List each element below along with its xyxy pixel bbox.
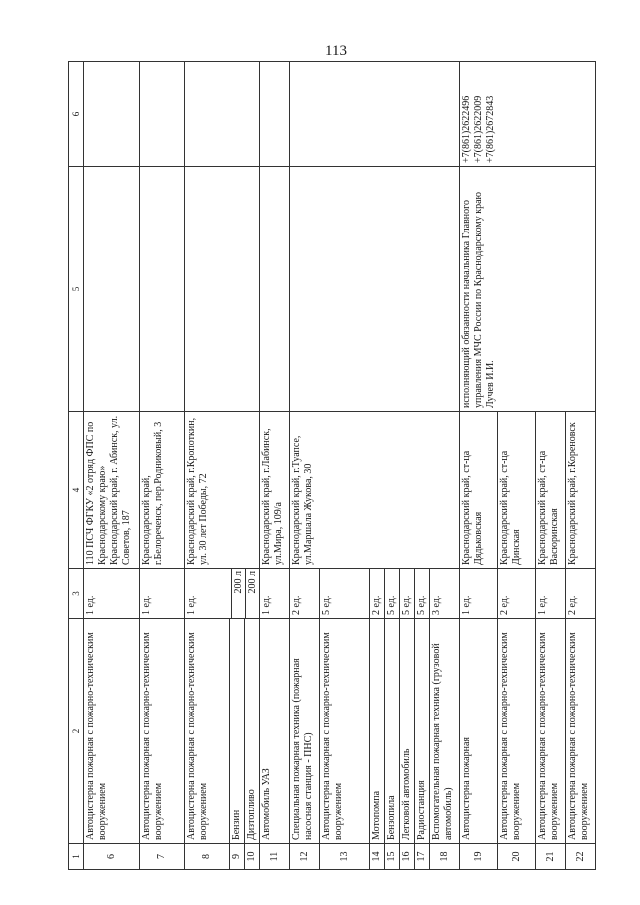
responsible-person <box>185 167 260 412</box>
qty-cell <box>232 569 246 618</box>
table-row <box>185 62 230 870</box>
equipment-name: Легковой автомобиль <box>400 619 415 844</box>
row-number: 8 <box>185 844 230 870</box>
equipment-name: Автомобиль УАЗ <box>260 619 290 844</box>
equipment-name: Автоцистерна пожарная с пожарно-техническим вооружением <box>185 619 230 844</box>
equipment-qty-stack <box>185 569 260 619</box>
equipment-name: Дизтопливо <box>245 619 260 844</box>
equipment-location: Краснодарский край, г.Лабинск, ул.Мира, 109/а <box>260 412 290 569</box>
equipment-location: Краснодарский край, ст-ца Динская <box>498 412 536 569</box>
qty-cell <box>185 569 232 618</box>
equipment-qty: 5 ед. <box>400 569 415 619</box>
col-header: 4 <box>69 412 84 569</box>
col-header: 3 <box>69 569 84 619</box>
header-row <box>69 62 84 870</box>
equipment-name: Автоцистерна пожарная с пожарно-техническим вооружением <box>320 619 370 844</box>
rotated-page <box>68 62 628 870</box>
equipment-qty: 2 ед. <box>290 569 320 619</box>
equipment-qty: 2 ед. <box>370 569 385 619</box>
row-number: 13 <box>320 844 370 870</box>
equipment-location: Краснодарский край, ст-ца Дядьковская <box>460 412 498 569</box>
responsible-person <box>260 167 290 412</box>
contact-phone <box>185 62 260 167</box>
row-number: 11 <box>260 844 290 870</box>
row-number: 18 <box>430 844 460 870</box>
equipment-location: Краснодарский край, г.Кропоткин, ул. 30 лет Победы, 72 <box>185 412 260 569</box>
table-row <box>260 62 290 870</box>
equipment-name: Мотопомпа <box>370 619 385 844</box>
row-number: 6 <box>84 844 140 870</box>
row-number: 17 <box>415 844 430 870</box>
row-number: 19 <box>460 844 498 870</box>
page-number: 113 <box>325 43 347 59</box>
equipment-qty: 1 ед. <box>536 569 566 619</box>
qty-cell <box>246 569 259 618</box>
equipment-qty: 1 ед. <box>140 569 185 619</box>
table-row <box>290 62 320 870</box>
contact-phone <box>140 62 185 167</box>
equipment-name: Автоцистерна пожарная с пожарно-техническим вооружением <box>566 619 596 844</box>
equipment-location: 110 ПСЧ ФГКУ «2 отряд ФПС по Краснодарскому краю» Краснодарский край, г. Абинск, ул. Советов, 187 <box>84 412 140 569</box>
row-number: 15 <box>385 844 400 870</box>
row-number: 20 <box>498 844 536 870</box>
row-number: 22 <box>566 844 596 870</box>
equipment-qty: 5 ед. <box>415 569 430 619</box>
contact-phone <box>260 62 290 167</box>
row-number: 21 <box>536 844 566 870</box>
contact-phone: +7(861)2622496 +7(861)2622009 +7(861)2672843 <box>460 62 596 167</box>
equipment-name: Вспомогательная пожарная техника (грузовой автомобиль) <box>430 619 460 844</box>
row-number: 12 <box>290 844 320 870</box>
equipment-name: Автоцистерна пожарная с пожарно-техническим вооружением <box>498 619 536 844</box>
table-row <box>84 62 140 870</box>
equipment-location: Краснодарский край, г.Кореновск <box>566 412 596 569</box>
equipment-qty: 2 ед. <box>498 569 536 619</box>
equipment-location: Краснодарский край, ст-ца Васюринская <box>536 412 566 569</box>
equipment-name: Радиостанция <box>415 619 430 844</box>
col-header: 2 <box>69 619 84 844</box>
equipment-qty: 5 ед. <box>320 569 370 619</box>
equipment-name: Специальная пожарная техника (пожарная насосная станция - ПНС) <box>290 619 320 844</box>
responsible-person <box>290 167 460 412</box>
contact-phone <box>290 62 460 167</box>
row-number: 9 <box>230 844 245 870</box>
equipment-name: Автоцистерна пожарная <box>460 619 498 844</box>
col-header: 5 <box>69 167 84 412</box>
table-row <box>460 62 498 870</box>
equipment-name: Бензин <box>230 619 245 844</box>
responsible-person: исполняющий обязанности начальника Главного управления МЧС России по Краснодарскому краю Лучев И.И. <box>460 167 596 412</box>
col-header: 1 <box>69 844 84 870</box>
row-number: 16 <box>400 844 415 870</box>
equipment-qty: 5 ед. <box>385 569 400 619</box>
contact-phone <box>84 62 140 167</box>
equipment-qty: 1 ед. <box>260 569 290 619</box>
col-header: 6 <box>69 62 84 167</box>
equipment-qty: 1 ед. <box>460 569 498 619</box>
equipment-qty: 2 ед. <box>566 569 596 619</box>
row-number: 10 <box>245 844 260 870</box>
equipment-name: Бензопила <box>385 619 400 844</box>
equipment-location: Краснодарский край, г.Туапсе, ул.Маршала Жукова, 30 <box>290 412 460 569</box>
equipment-name: Автоцистерна пожарная с пожарно-техническим вооружением <box>536 619 566 844</box>
responsible-person <box>84 167 140 412</box>
equipment-qty: 3 ед. <box>430 569 460 619</box>
equipment-qty: 1 ед. <box>186 595 197 615</box>
responsible-person <box>140 167 185 412</box>
table-row <box>140 62 185 870</box>
equipment-location: Краснодарский край, г.Белореченск, пер.Родниковый, 3 <box>140 412 185 569</box>
row-number: 7 <box>140 844 185 870</box>
equipment-name: Автоцистерна пожарная с пожарно-техническим вооружением <box>84 619 140 844</box>
equipment-qty: 200 л <box>247 571 258 594</box>
row-number: 14 <box>370 844 385 870</box>
equipment-qty: 1 ед. <box>84 569 140 619</box>
equipment-name: Автоцистерна пожарная с пожарно-техническим вооружением <box>140 619 185 844</box>
resource-table <box>68 61 596 870</box>
equipment-qty: 200 л <box>233 571 244 594</box>
